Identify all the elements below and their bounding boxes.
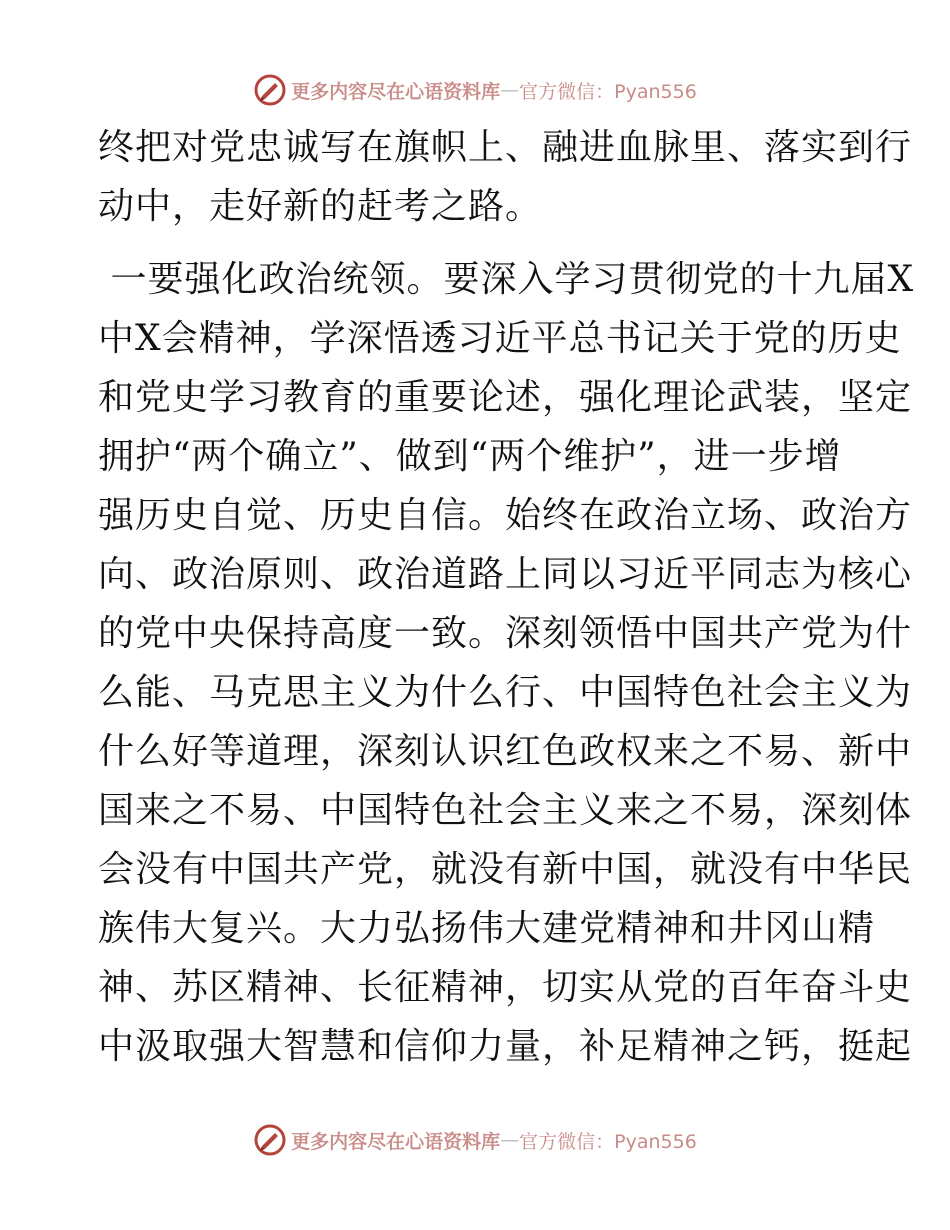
pen-seal-icon (253, 1123, 287, 1157)
paragraph-spacer (98, 236, 858, 250)
text-line: 中汲取强大智慧和信仰力量，补足精神之钙，挺起 (98, 1026, 913, 1067)
watermark-contact-text: 官方微信：Pyan556 (519, 80, 697, 103)
paragraph (98, 118, 913, 236)
pen-seal-icon (253, 73, 287, 107)
watermark-site-text: 更多内容尽在心语资料库 (291, 1130, 501, 1153)
text-line: 拥护“两个确立”、做到“两个维护”，进一步增 (98, 436, 842, 477)
paragraph (98, 250, 915, 1076)
watermark-site-text: 更多内容尽在心语资料库 (291, 80, 501, 103)
watermark-separator: — (500, 79, 520, 101)
watermark-separator: — (500, 1129, 520, 1151)
text-line: 会没有中国共产党，就没有新中国，就没有中华民 (98, 849, 913, 890)
text-line: 么能、马克思主义为什么行、中国特色社会主义为 (98, 672, 913, 713)
watermark-contact-text: 官方微信：Pyan556 (519, 1130, 697, 1153)
text-line: 国来之不易、中国特色社会主义来之不易，深刻体 (98, 790, 913, 831)
text-line: 和党史学习教育的重要论述，强化理论武装，坚定 (98, 377, 913, 418)
text-line: 中X会精神，学深悟透习近平总书记关于党的历史 (98, 318, 902, 359)
footer-watermark (0, 1120, 950, 1160)
header-watermark (0, 70, 950, 110)
text-line: 终把对党忠诚写在旗帜上、融进血脉里、落实到行 (98, 127, 913, 168)
text-line: 动中，走好新的赶考之路。 (98, 186, 543, 227)
text-line: 强历史自觉、历史自信。始终在政治立场、政治方 (98, 495, 913, 536)
text-line: 神、苏区精神、长征精神，切实从党的百年奋斗史 (98, 967, 913, 1008)
text-line: 族伟大复兴。大力弘扬伟大建党精神和井冈山精 (98, 908, 876, 949)
text-line: 什么好等道理，深刻认识红色政权来之不易、新中 (98, 731, 913, 772)
text-line: 一要强化政治统领。要深入学习贯彻党的十九届X (98, 259, 915, 300)
text-line: 的党中央保持高度一致。深刻领悟中国共产党为什 (98, 613, 913, 654)
document-body (98, 118, 915, 1076)
text-line: 向、政治原则、政治道路上同以习近平同志为核心 (98, 554, 913, 595)
